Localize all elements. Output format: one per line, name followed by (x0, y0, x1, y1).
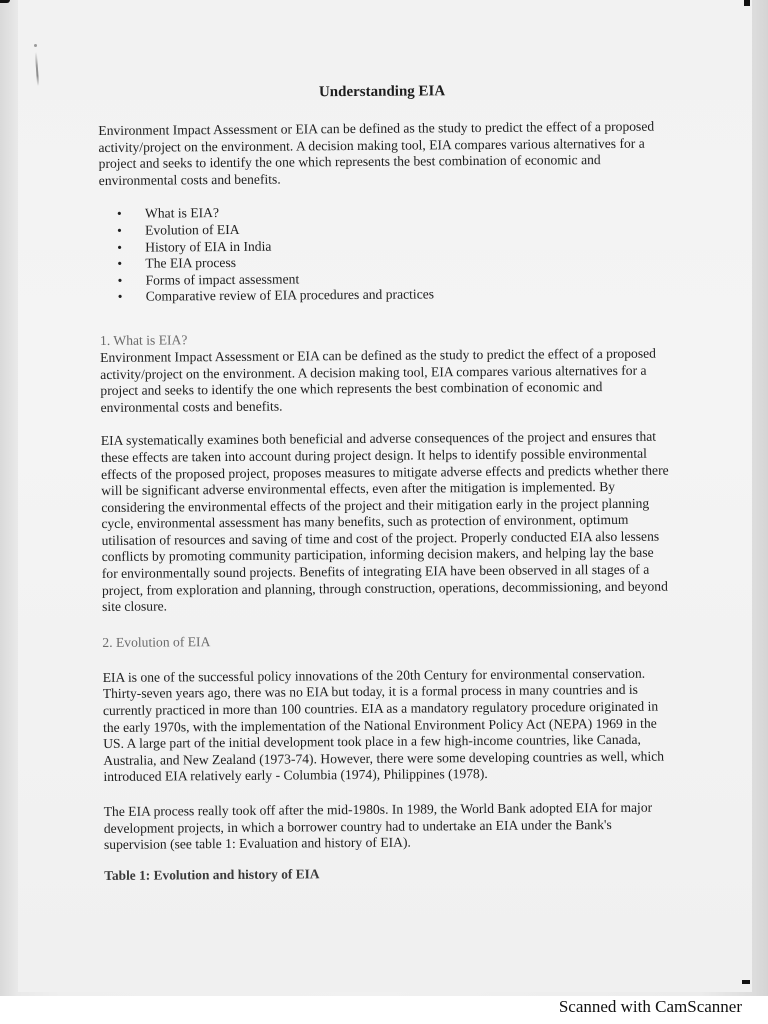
section-paragraph: Environment Impact Assessment or EIA can be defined as the study to predict the effect of a proposed activity/project on the environment. A decision making tool, EIA compares various alternatives for a project and seeks to identify the one which represents the best combination of economic and environmental costs and benefits. (100, 345, 656, 415)
list-item-label: Evolution of EIA (145, 221, 240, 238)
bullet-icon: • (117, 272, 123, 288)
scan-edge-mark (742, 980, 750, 984)
section-heading-evolution-of-eia: 2. Evolution of EIA (102, 633, 211, 650)
bullet-icon: • (117, 289, 123, 305)
intro-paragraph: Environment Impact Assessment or EIA can be defined as the study to predict the effect of a proposed activity/project on the environment. A decision making tool, EIA compares various alternatives for a project and seeks to identify the one which represents the best combination of economic and environmental costs and benefits. (98, 118, 655, 188)
table-caption: Table 1: Evolution and history of EIA (104, 866, 320, 883)
section-paragraph: EIA is one of the successful policy innovations of the 20th Century for environmental conservation. Thirty-seven years ago, there was no EIA but today, it is a formal process in many countries and is currently practiced in more than 100 countries. EIA as a mandatory regulatory procedure originated in the early 1970s, with the implementation of the National Environment Policy Act (NEPA) 1969 in the US. A large part of the initial development took place in a few high-income countries, like Canada, Australia, and New Zealand (1973-74). However, there were some developing countries as well, which introduced EIA relatively early - Columbia (1974), Philippines (1978). (102, 665, 665, 785)
bullet-icon: • (117, 239, 123, 255)
camscanner-watermark: Scanned with CamScanner (558, 997, 742, 1016)
scan-edge-mark (744, 0, 750, 6)
bullet-icon: • (117, 222, 122, 238)
document-title: Understanding EIA (318, 83, 446, 101)
bullet-icon: • (117, 255, 123, 272)
section-paragraph: The EIA process really took off after the mid-1980s. In 1989, the World Bank adopted EIA for major development projects, in which a borrower country had to undertake an EIA under the Bank's supervision (see table 1: Evaluation and history of EIA). (103, 799, 653, 853)
bullet-icon: • (116, 206, 122, 222)
paper-smudge (34, 44, 37, 47)
scan-edge-mark (0, 0, 10, 3)
section-paragraph: EIA systematically examines both beneficial and adverse consequences of the project and ensures that these effects are taken into account during project design. It helps to identify possible environmental effects of the proposed project, proposes measures to mitigate adverse effects and predicts whether there will be significant adverse environmental effects, even after the mitigation is implemented. By considering the environmental effects of the project and their mitigation early in the project planning cycle, environmental assessment has many benefits, such as protection of environment, optimum utilisation of resources and saving of time and cost of the project. Properly conducted EIA also lessens conflicts by promoting community participation, informing decision makers, and helping lay the base for environmentally sound projects. Benefits of integrating EIA have been observed in all stages of a project, from exploration and planning, through construction, operations, decommissioning, and beyond site closure. (100, 428, 669, 615)
list-item-label: Comparative review of EIA procedures and practices (145, 286, 435, 304)
list-item-label: History of EIA in India (145, 238, 272, 255)
list-item-label: What is EIA? (144, 205, 220, 222)
topics-list (99, 202, 668, 306)
document-body (98, 81, 672, 885)
list-item-label: The EIA process (145, 255, 237, 271)
list-item-label: Forms of impact assessment (145, 271, 300, 288)
section-heading-what-is-eia: 1. What is EIA? (99, 332, 188, 348)
list-item (118, 285, 668, 306)
